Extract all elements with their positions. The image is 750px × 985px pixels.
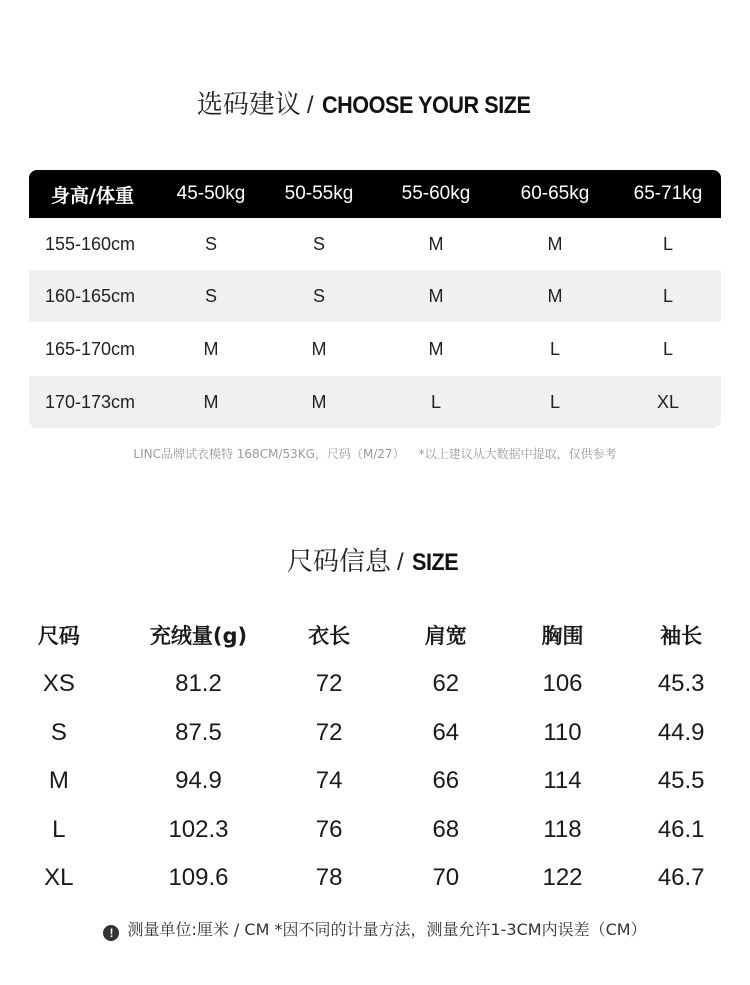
table-row (29, 376, 721, 428)
value-cell: 81.2 (175, 670, 222, 698)
table-row (0, 854, 750, 903)
table-header (29, 170, 721, 218)
value-cell: 44.9 (657, 718, 705, 746)
header-cell: 身高/体重 (51, 184, 134, 207)
size-info-title (0, 541, 750, 578)
header-cell: 65-71kg (633, 183, 703, 204)
value-cell: 72 (315, 718, 343, 746)
header-cell: 50-55kg (284, 183, 354, 204)
size-cell: M (428, 285, 444, 306)
value-cell: 72 (315, 670, 343, 698)
title-separator: / (397, 549, 404, 576)
value-cell: 62 (432, 670, 460, 698)
size-cell: M (428, 338, 444, 359)
value-cell: 46.1 (657, 815, 705, 843)
size-cell: S (204, 233, 217, 254)
size-recommendation-table (29, 170, 721, 428)
value-cell: 109.6 (168, 864, 229, 892)
table-row (0, 806, 750, 855)
value-cell: 94.9 (175, 767, 222, 795)
size-cell: L (549, 391, 560, 412)
value-cell: 46.7 (657, 864, 705, 892)
measurement-note (0, 917, 750, 941)
table-row (29, 218, 721, 270)
size-cell: L (430, 391, 441, 412)
value-cell: 106 (542, 670, 583, 698)
header-cell: 充绒量(g) (149, 624, 248, 648)
title-cn: 选码建议 (196, 90, 301, 120)
header-cell: 袖长 (660, 624, 703, 648)
value-cell: 76 (315, 815, 343, 843)
title-cn: 尺码信息 (286, 547, 391, 577)
table-row (29, 322, 721, 376)
value-cell: 74 (315, 767, 343, 795)
title-en: CHOOSE YOUR SIZE (321, 92, 530, 119)
table-body (0, 660, 750, 903)
table-row (0, 757, 750, 806)
value-cell: 45.5 (657, 767, 705, 795)
size-label-cell: XL (44, 864, 74, 892)
title-en: SIZE (411, 549, 458, 576)
measurement-note-text: 测量单位:厘米 / CM *因不同的计量方法，测量允许1-3CM内误差（CM） (127, 920, 647, 939)
size-cell: M (311, 391, 327, 412)
value-cell: 78 (315, 864, 343, 892)
size-cell: M (547, 233, 563, 254)
header-cell: 胸围 (541, 624, 584, 648)
height-cell: 165-170cm (45, 338, 136, 359)
size-cell: M (203, 338, 219, 359)
size-cell: M (203, 391, 219, 412)
table-row (29, 270, 721, 322)
size-cell: L (662, 338, 673, 359)
header-cell: 45-50kg (176, 183, 246, 204)
value-cell: 70 (432, 864, 460, 892)
header-cell: 60-65kg (520, 183, 590, 204)
height-cell: 160-165cm (45, 285, 136, 306)
value-cell: 122 (542, 864, 583, 892)
size-cell: L (662, 285, 673, 306)
header-cell: 肩宽 (424, 624, 467, 648)
value-cell: 66 (432, 767, 460, 795)
model-note (0, 445, 750, 462)
table-row (0, 709, 750, 758)
size-cell: M (428, 233, 444, 254)
size-cell: M (547, 285, 563, 306)
size-label-cell: XS (42, 670, 75, 698)
header-cell: 尺码 (37, 624, 80, 648)
choose-size-title (0, 84, 750, 121)
size-label-cell: M (48, 767, 69, 795)
value-cell: 110 (543, 718, 582, 746)
size-cell: L (549, 338, 560, 359)
height-cell: 155-160cm (45, 233, 136, 254)
info-icon: ! (103, 925, 119, 941)
value-cell: 102.3 (168, 815, 229, 843)
size-info-table (0, 615, 750, 903)
value-cell: 114 (543, 767, 582, 795)
height-cell: 170-173cm (45, 391, 136, 412)
size-cell: S (312, 285, 325, 306)
value-cell: 64 (432, 718, 460, 746)
title-separator: / (306, 92, 314, 119)
model-info-text: LINC品牌试衣模特 168CM/53KG，尺码（M/27） (133, 447, 405, 461)
size-cell: XL (656, 391, 680, 412)
header-cell: 衣长 (308, 624, 351, 648)
size-label-cell: L (52, 815, 66, 843)
value-cell: 118 (543, 815, 582, 843)
value-cell: 45.3 (657, 670, 705, 698)
header-cell: 55-60kg (401, 183, 471, 204)
value-cell: 87.5 (175, 718, 222, 746)
value-cell: 68 (432, 815, 460, 843)
size-cell: S (204, 285, 217, 306)
size-cell: S (312, 233, 325, 254)
table-row (0, 660, 750, 709)
table-header (0, 615, 750, 655)
size-cell: L (662, 233, 673, 254)
disclaimer-text: *以上建议从大数据中提取，仅供参考 (418, 447, 617, 461)
size-cell: M (311, 338, 327, 359)
size-label-cell: S (50, 718, 67, 746)
